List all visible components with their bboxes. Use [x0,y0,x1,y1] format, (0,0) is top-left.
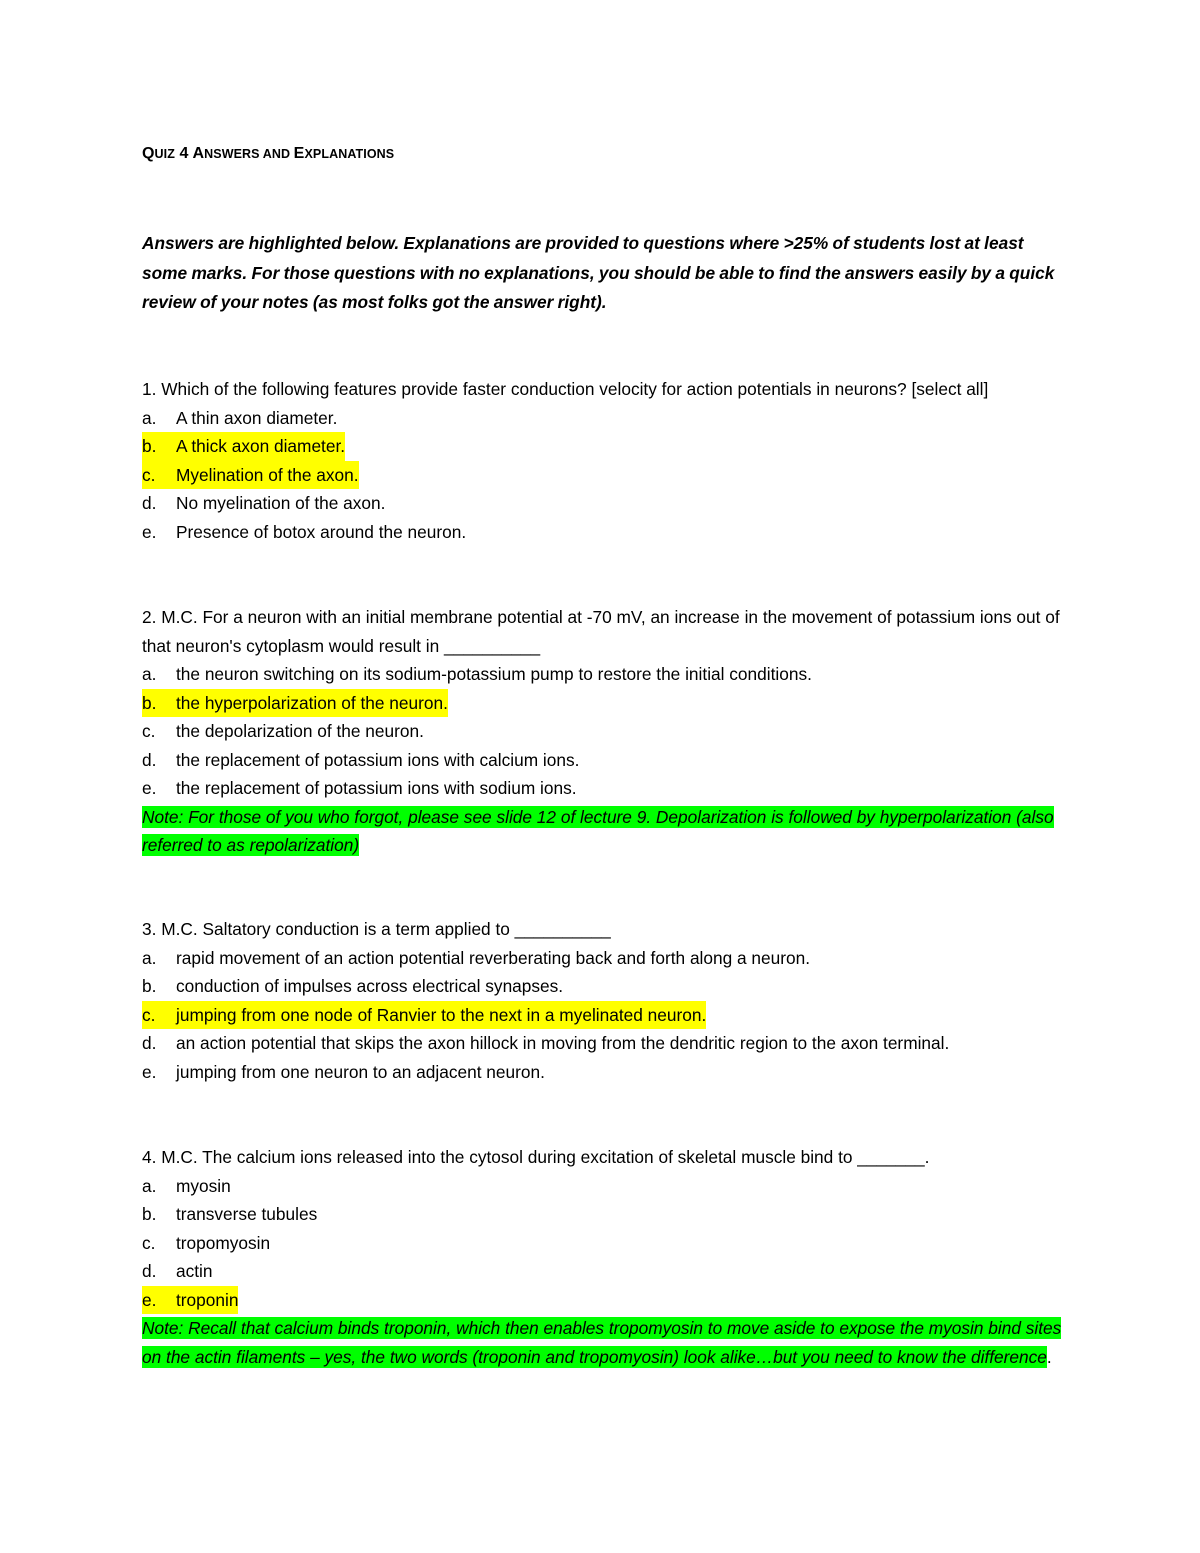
note-highlight: Note: Recall that calcium binds troponin, which then enables tropomyosin to move aside to expose the myosin bind sites on the actin filaments – yes, the two words (troponin and tropomyosin) look alike…but you need to know the difference [142,1318,1062,1367]
option-item [142,944,1067,973]
option-item [142,404,1067,433]
option-list [142,660,1067,803]
option-letter: e. [142,521,157,542]
title-part: 4 [174,145,193,162]
option-letter: a. [142,407,157,428]
option-list [142,944,1067,1087]
option-text: tropomyosin [176,1232,271,1253]
option-letter: d. [142,749,157,770]
option-letter: c. [142,1004,156,1025]
intro-paragraph: Answers are highlighted below. Explanations are provided to questions where >25% of students lost at least some marks. For those questions with no explanations, you should be able to find the answers easily by a quick review of your notes (as most folks got the answer right). [142,233,1055,312]
question-stem: 4. M.C. The calcium ions released into the cytosol during excitation of skeletal muscle bind to _______. [142,1147,930,1167]
option-letter: a. [142,947,157,968]
document-page [142,145,1067,1367]
option-letter: d. [142,493,157,513]
option-text: jumping from one neuron to an adjacent neuron. [176,1061,545,1082]
note-tail: . [1046,1346,1052,1367]
question-1 [142,375,1067,546]
option-text: jumping from one node of Ranvier to the next in a myelinated neuron. [176,1004,707,1025]
title-part: Q [142,145,155,162]
option-letter: b. [142,1204,157,1224]
option-item-answer [142,432,1067,461]
option-text: troponin [176,1289,239,1310]
title-part: E [293,145,305,162]
option-text: actin [176,1261,213,1281]
option-item-answer [142,1001,1067,1030]
option-item [142,489,1067,518]
document-title [142,145,1067,169]
option-letter: e. [142,778,157,798]
option-letter: d. [142,1033,157,1053]
answer-highlight [142,432,345,461]
option-letter: e. [142,1289,157,1310]
option-letter: b. [142,692,157,713]
question-stem: 3. M.C. Saltatory conduction is a term applied to __________ [142,919,611,939]
option-letter: e. [142,1061,157,1082]
option-text: No myelination of the axon. [176,493,386,513]
explanation-note [142,1314,1067,1371]
answer-highlight [142,1286,238,1315]
option-letter: d. [142,1261,157,1281]
question-4 [142,1143,1067,1371]
option-text: the neuron switching on its sodium-potassium pump to restore the initial conditions. [176,664,812,684]
option-letter: b. [142,436,157,456]
option-text: A thick axon diameter. [176,436,346,456]
option-text: conduction of impulses across electrical synapses. [176,976,564,996]
option-item-answer [142,1286,1067,1315]
option-text: rapid movement of an action potential reverberating back and forth along a neuron. [176,947,811,968]
option-item [142,1029,1067,1058]
option-text: the hyperpolarization of the neuron. [176,692,448,713]
title-part: XPLANATIONS [304,147,395,161]
option-item [142,518,1067,547]
option-text: A thin axon diameter. [176,407,338,428]
title-part: A [192,145,205,162]
option-item [142,1257,1067,1286]
answer-highlight [142,1001,706,1030]
question-3 [142,915,1067,1086]
option-letter: a. [142,664,157,684]
answer-highlight [142,689,448,718]
option-text: the replacement of potassium ions with sodium ions. [176,778,577,798]
note-highlight: Note: For those of you who forgot, please see slide 12 of lecture 9. Depolarization is followed by hyperpolarization (also referred to as repolarization) [142,806,1054,855]
option-letter: c. [142,464,156,485]
option-item-answer [142,461,1067,490]
option-item [142,972,1067,1001]
title-part: UIZ [154,147,175,161]
question-2 [142,603,1067,860]
option-text: Myelination of the axon. [176,464,359,485]
option-list [142,404,1067,547]
option-text: the replacement of potassium ions with calcium ions. [176,749,580,770]
option-item [142,1172,1067,1201]
option-item [142,660,1067,689]
option-item [142,746,1067,775]
title-part: NSWERS AND [204,147,294,161]
option-text: the depolarization of the neuron. [176,721,424,741]
option-item [142,717,1067,746]
option-item-answer [142,689,1067,718]
option-item [142,1058,1067,1087]
option-text: transverse tubules [176,1204,318,1224]
option-text: myosin [176,1175,231,1196]
option-letter: a. [142,1175,157,1196]
option-letter: c. [142,721,156,741]
option-item [142,1200,1067,1229]
answer-highlight [142,461,359,490]
option-text: Presence of botox around the neuron. [176,521,467,542]
option-letter: b. [142,976,157,996]
option-item [142,1229,1067,1258]
option-item [142,774,1067,803]
explanation-note [142,803,1067,860]
question-stem: 1. Which of the following features provide faster conduction velocity for action potentials in neurons? [select all] [142,379,989,399]
option-letter: c. [142,1232,156,1253]
option-text: an action potential that skips the axon hillock in moving from the dendritic region to the axon terminal. [176,1033,950,1053]
option-list [142,1172,1067,1315]
question-stem: 2. M.C. For a neuron with an initial membrane potential at -70 mV, an increase in the movement of potassium ions out of that neuron's cytoplasm would result in __________ [142,607,1060,656]
